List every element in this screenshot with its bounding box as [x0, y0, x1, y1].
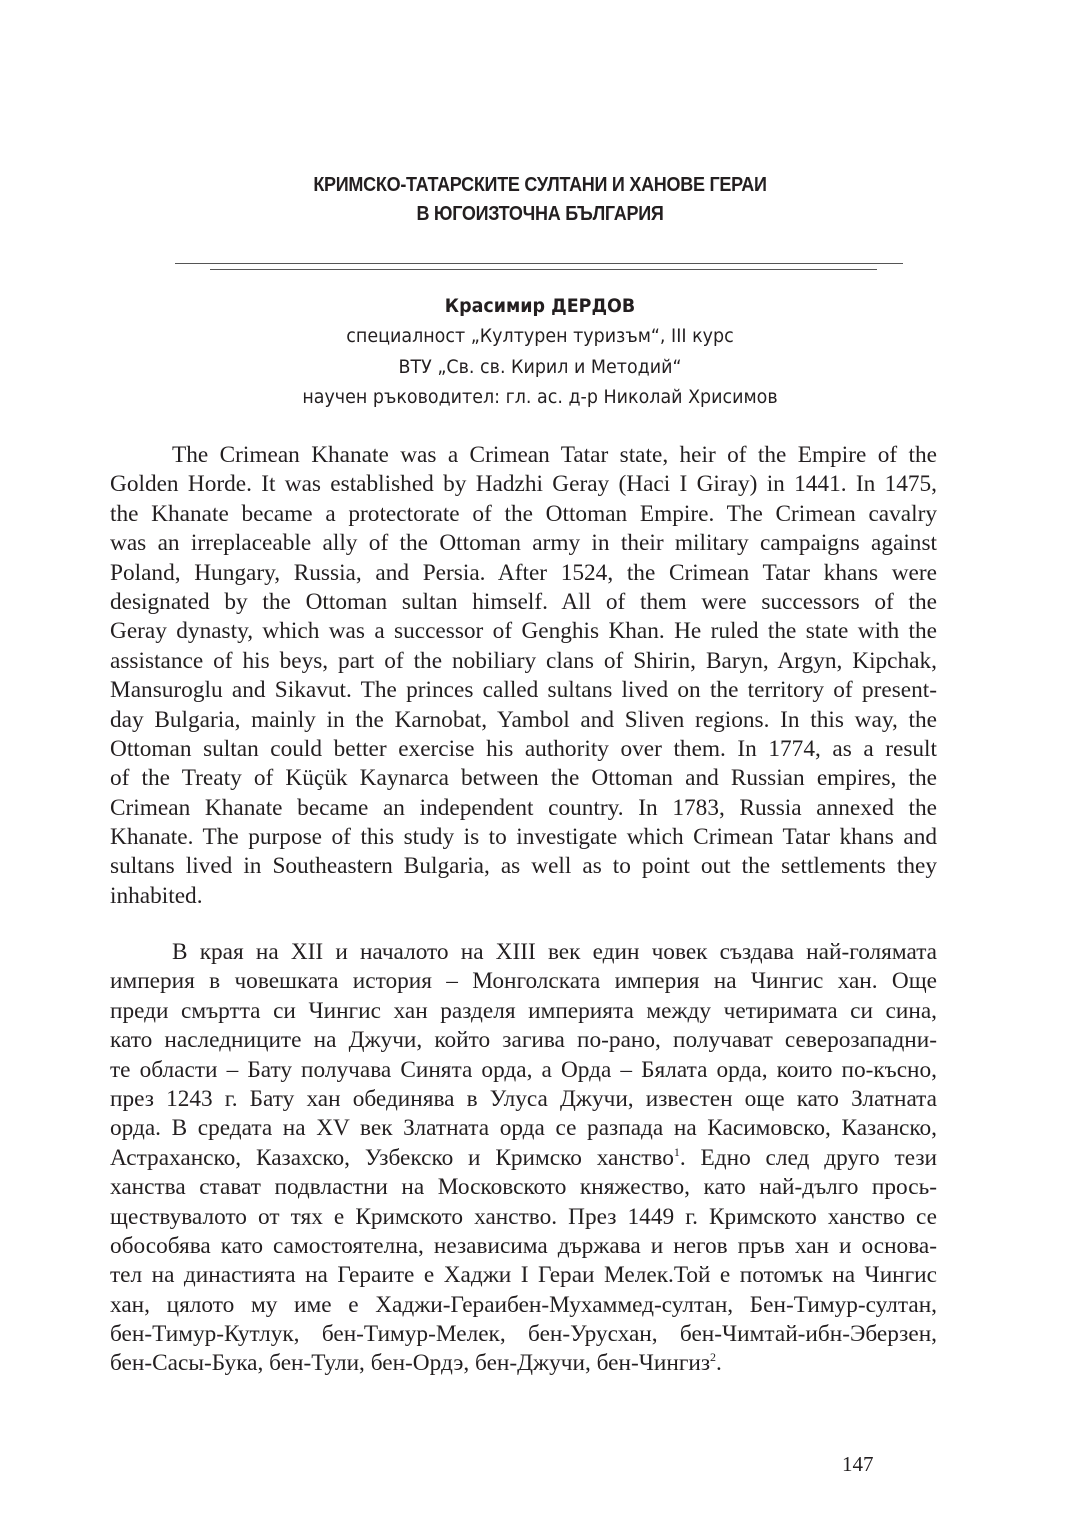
line-text: of the Treaty of Küçük Kaynarca between the Ottoman and Russian empires, the [110, 765, 937, 792]
author-name: Красимир ДЕРДОВ [444, 295, 636, 317]
text-line [110, 529, 937, 558]
line-text: Khanate. The purpose of this study is to investigate which Crimean Tatar khans and [110, 824, 937, 851]
text-line [110, 823, 937, 852]
text-line [110, 997, 937, 1026]
article-title-line-2: В ЮГОИЗТОЧНА БЪЛГАРИЯ [416, 203, 664, 225]
text-line [110, 938, 937, 967]
line-text: като наследниците на Джучи, който загива по-рано, получават северозападни- [110, 1027, 937, 1054]
line-text: тел на династията на Гераите е Хаджи I Гераи Мелек.Той е потомък на Чингис [110, 1262, 937, 1289]
text-line [110, 676, 937, 705]
author-university: ВТУ „Св. св. Кирил и Методий“ [398, 356, 682, 378]
line-text: В края на XII и началото на XIII век един човек създава най-голямата [172, 939, 937, 965]
line-text: Golden Horde. It was established by Hadzhi Geray (Haci I Giray) in 1441. In 1475, [110, 471, 937, 498]
text-line [110, 559, 937, 588]
line-text: Mansuroglu and Sikavut. The princes called sultans lived on the territory of present- [110, 677, 937, 704]
line-text: бен-Тимур-Кутлук, бен-Тимур-Мелек, бен-Урусхан, бен-Чимтай-ибн-Эберзен, [110, 1321, 937, 1348]
text-line [110, 735, 937, 764]
article-title-line-1: КРИМСКО-ТАТАРСКИТЕ СУЛТАНИ И ХАНОВЕ ГЕРАИ [313, 174, 767, 196]
line-text: обособява като самостоятелна, независима държава и негов пръв хан и основа- [110, 1232, 937, 1259]
text-line [110, 882, 937, 911]
abstract-paragraph [110, 441, 937, 911]
line-text: . [716, 1350, 722, 1377]
text-line [110, 1203, 937, 1232]
line-text: designated by the Ottoman sultan himself. All of them were successors of the [110, 588, 937, 615]
author-supervisor: научен ръководител: гл. ас. д-р Николай Хрисимов [302, 386, 778, 408]
line-text: sultans lived in Southeastern Bulgaria, as well as to point out the settlements they [110, 853, 937, 880]
line-text: ществувалото от тях е Кримското ханство. През 1449 г. Кримското ханство се [110, 1203, 937, 1230]
text-line [110, 764, 937, 793]
text-line [110, 1349, 937, 1378]
text-line [110, 1291, 937, 1320]
line-text: assistance of his beys, part of the nobiliary clans of Shirin, Baryn, Argyn, Kipchak, [110, 647, 937, 674]
line-text: inhabited. [110, 882, 203, 909]
line-text: Ottoman sultan could better exercise his authority over them. In 1774, as a result [110, 735, 937, 762]
text-line [110, 470, 937, 499]
text-line [110, 1261, 937, 1290]
body-paragraph [110, 938, 937, 1379]
text-line [110, 794, 937, 823]
line-text: Geray dynasty, which was a successor of Genghis Khan. He ruled the state with the [110, 618, 937, 645]
line-text: орда. В средата на XV век Златната орда се разпада на Касимовско, Казанско, [110, 1115, 937, 1142]
text-line [110, 588, 937, 617]
line-text: . Едно след друго тези [679, 1144, 938, 1171]
footnote-ref[interactable]: 2 [710, 1350, 717, 1365]
text-line [110, 1320, 937, 1349]
line-text: was an irreplaceable ally of the Ottoman army in their military campaigns against [110, 530, 937, 557]
line-text: бен-Сасы-Бука, бен-Тули, бен-Ордэ, бен-Джучи, бен-Чингиз [110, 1350, 711, 1377]
text-line [110, 500, 937, 529]
line-text: империя в човешката история – Монголската империя на Чингис хан. Още [110, 968, 937, 995]
text-line [110, 647, 937, 676]
line-text: преди смъртта си Чингис хан разделя империята между четиримата си сина, [110, 997, 937, 1024]
line-text: Poland, Hungary, Russia, and Persia. After 1524, the Crimean Tatar khans were [110, 559, 937, 586]
text-line [110, 617, 937, 646]
line-text: те области – Бату получава Синята орда, а Орда – Бялата орда, които по-късно, [110, 1056, 937, 1083]
line-text: Астраханско, Казахско, Узбекско и Кримско ханство [110, 1144, 674, 1171]
text-line [110, 1026, 937, 1055]
divider-top [175, 263, 903, 264]
line-text: the Khanate became a protectorate of the Ottoman Empire. The Crimean cavalry [110, 500, 937, 527]
text-line [110, 1085, 937, 1114]
line-text: Crimean Khanate became an independent country. In 1783, Russia annexed the [110, 794, 937, 821]
text-line [110, 967, 937, 996]
author-specialty: специалност „Културен туризъм“, III курс [346, 325, 734, 347]
text-line [110, 1144, 937, 1173]
line-text: ханства стават подвластни на Московското княжество, като най-дълго прось- [110, 1174, 937, 1201]
line-text: през 1243 г. Бату хан обединява в Улуса Джучи, известен още като Златната [110, 1085, 937, 1112]
line-text: хан, цялото му име е Хаджи-Гераибен-Мухаммед-султан, Бен-Тимур-султан, [110, 1291, 937, 1318]
text-line [110, 1232, 937, 1261]
text-line [110, 706, 937, 735]
page-number: 147 [842, 1452, 874, 1476]
text-line [110, 441, 937, 470]
line-text: The Crimean Khanate was a Crimean Tatar state, heir of the Empire of the [172, 442, 937, 468]
text-line [110, 852, 937, 881]
text-line [110, 1173, 937, 1202]
divider-bottom [210, 269, 877, 270]
line-text: day Bulgaria, mainly in the Karnobat, Yambol and Sliven regions. In this way, the [110, 706, 937, 733]
footnote-ref[interactable]: 1 [673, 1144, 680, 1159]
text-line [110, 1114, 937, 1143]
text-line [110, 1056, 937, 1085]
